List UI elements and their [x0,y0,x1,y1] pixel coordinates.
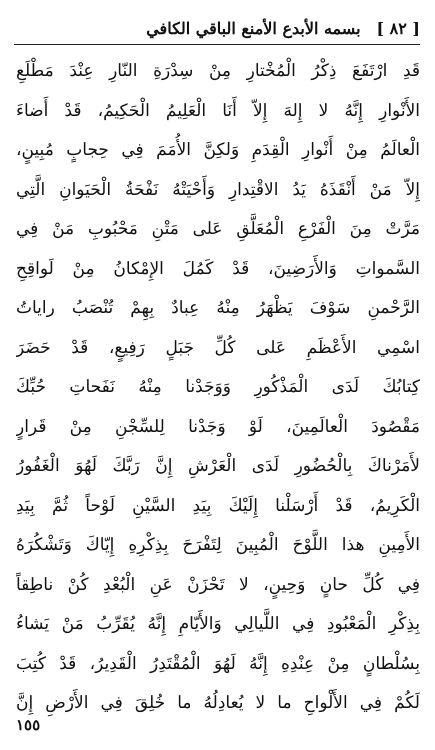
page-number: ١٥٥ [16,716,41,734]
body-text [16,52,420,724]
text-line: كِتابُكَ لَدَى الْمَذْكُورِ وَوَجَدْنا مِنْهُ نَفَحاتِ حُبِّكَ [16,377,420,397]
text-line: السَّمواتِ وَالأَرَضِينَ، قَدْ كَمُلَ الإِمْكانُ مِنْ لَواقِحِ [16,258,420,279]
header-rule [14,44,420,45]
tablet-number: [ ٨٢ ] [376,18,420,38]
text-line: الْكَرِيمُ، قَدْ أَرْسَلْنا إِلَيْكَ بِيَدِ السَّيْنِ لَوْحاً ثُمَّ بِيَدِ [16,495,420,516]
text-line: الرَّحْمنِ سَوْفَ يَظْهَرُ مِنْهُ عِبادٌ بِهِمْ تُنْصَبُ راياتُ [16,298,420,318]
text-line: بِسُلْطانٍ مِنْ عِنْدِهِ إِنَّهُ لَهُوَ الْمُقْتَدِرُ الْقَدِيرُ، قَدْ كُتِبَ [16,653,420,674]
text-line: لَكُمْ فِي الأَلْواحِ ما لا يُعادِلُهُ ما خُلِقَ فِي الأَرْضِ إِنَّ [16,693,420,713]
text-line: الْعالَمُ مِنْ أَنْوارِ الْقِدَمِ وَلكِنَّ الأُمَمَ فِي حِجابٍ مُبِينٍ، [16,140,420,160]
text-line: مَرَّتْ مِنَ الْفَرْعِ الْمُعَلَّقِ عَلى مَتْنِ مَحْبُوبِ مَنْ فِي [16,219,420,239]
text-line: اسْمِي الأَعْظَمِ عَلى كُلِّ جَبَلٍ رَفِيعٍ، قَدْ حَضَرَ [16,337,420,358]
text-line: قَدِ ارْتَفَعَ ذِكْرُ الْمُخْتارِ مِنْ سِدْرَةِ النّارِ عِنْدَ مَطْلَعِ [16,61,420,81]
text-line: الأَنْوارِ إِنَّهُ لا إِلهَ إِلاّ أَنَا الْعَلِيمُ الْحَكِيمُ، قَدْ أَضاءَ [16,100,420,121]
text-line: الأَمِينِ هذا اللَّوْحَ الْمُبِينَ لِتَفْرَحَ بِذِكْرِهِ إِيّاكَ وَتَشْكُرَهُ [16,535,420,555]
page-header [60,14,420,42]
text-line: بِذِكْرِ الْمَعْبُودِ فِي اللَّيالِي وَالأَيّامِ إِنَّهُ يُقَرِّبُ مَنْ يَشاءُ [16,614,420,634]
page-title: بسمه الأبدع الأمنع الباقي الكافي [146,18,361,38]
text-line: لأَمَرْناكَ بِالْحُضُورِ لَدَى الْعَرْشِ إِنَّ رَبَّكَ لَهُوَ الْغَفُورُ [16,456,420,476]
text-line: مَقْصُودَ الْعالَمِينَ، لَوْ وَجَدْنا لِلسِّجْنِ مِنْ قَرارٍ [16,416,420,437]
text-line: فِي كُلِّ حانٍ وَحِينٍ، لا تَحْزَنْ عَنِ الْبُعْدِ كُنْ ناطِقاً [16,574,420,595]
text-line: إِلاّ مَنْ أَنْقَذَهُ يَدُ الاقْتِدارِ وَأَحْيَتْهُ نَفْحَةُ الْحَيَوانِ الَّتِي [16,179,420,200]
